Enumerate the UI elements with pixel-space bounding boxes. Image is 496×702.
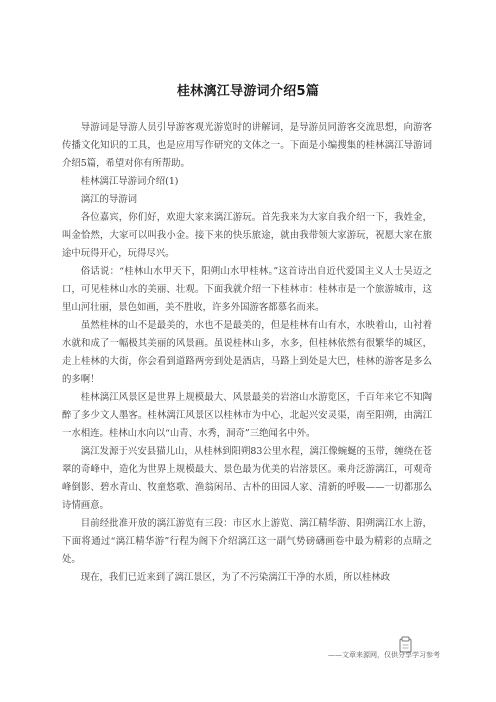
paragraph-subheading: 漓江的导游词 <box>80 194 138 205</box>
paragraph-mountains-water: 虽然桂林的山不是最美的，水也不是最美的，但是桂林有山有水，水映着山，山衬着水就和成了一幅极其美丽的风景画。虽说桂林山多，水多，但桂林依然有很繁华的城区，走上桂林的大街，你会看到道路两旁到处是酒店，马路上到处是大巴，桂林的游客是多么的多啊！ <box>62 320 432 385</box>
paragraph-intro: 导游词是导游人员引导游客观光游览时的讲解词，是导游员同游客交流思想，向游客传播文化知识的工具，也是应用写作研究的文体之一。下面是小编搜集的桂林漓江导游词介绍5篇，希望对你有所帮助。 <box>62 122 432 169</box>
paragraph-section-heading: 桂林漓江导游词介绍(1) <box>80 176 179 187</box>
paragraph-saying: 俗话说：“桂林山水甲天下，阳朔山水甲桂林。”这首诗出自近代爱国主义人士吴迈之口，可见桂林山水的美丽、壮观。下面我就介绍一下桂林市：桂林市是一个旅游城市，这里山河壮丽，景色如画，美不胜收，许多外国游客都慕名而来。 <box>62 266 432 313</box>
paragraph-scenic-area: 桂林漓江风景区是世界上规模最大、风景最美的岩溶山水游览区，千百年来它不知陶醉了多少文人墨客。桂林漓江风景区以桂林市为中心，北起兴安灵渠，南至阳朔，由漓江一水相连。桂林山水向以“山青、水秀，洞奇”三绝闻名中外。 <box>62 392 432 439</box>
paragraph-greeting: 各位嘉宾，你们好，欢迎大家来漓江游玩。首先我来为大家自我介绍一下，我姓金，叫金恰然，大家可以叫我小金。接下来的快乐旅途，就由我带领大家游玩，祝愿大家在旅途中玩得开心，玩得尽兴。 <box>62 212 432 259</box>
paragraph-river-source: 漓江发源于兴安县猫儿山，从桂林到阳朔83公里水程，漓江像蜿蜒的玉带，缠绕在苍翠的奇峰中，造化为世界上规模最大、景色最为优美的岩溶景区。乘舟泛游漓江，可观奇峰倒影、碧水青山、牧童悠歌、渔翁闲吊、古朴的田园人家、清新的呼吸——一切都那么诗情画意。 <box>62 446 432 511</box>
document-title: 桂林漓江导游词介绍5篇 <box>176 84 320 99</box>
paragraph-tour-sections: 目前经批准开放的漓江游览有三段：市区水上游览、漓江精华游、阳朔漓江水上游，下面将通过“漓江精华游”行程为阁下介绍漓江这一副气势磅礴画卷中最为精彩的点睛之处。 <box>62 518 432 565</box>
document-footer: ——文章来源网，仅供分享学习参考 <box>328 651 440 659</box>
paragraph-arrival: 现在，我们已近来到了漓江景区，为了不污染漓江干净的水质，所以桂林政 <box>80 572 391 583</box>
document-body <box>62 119 432 587</box>
